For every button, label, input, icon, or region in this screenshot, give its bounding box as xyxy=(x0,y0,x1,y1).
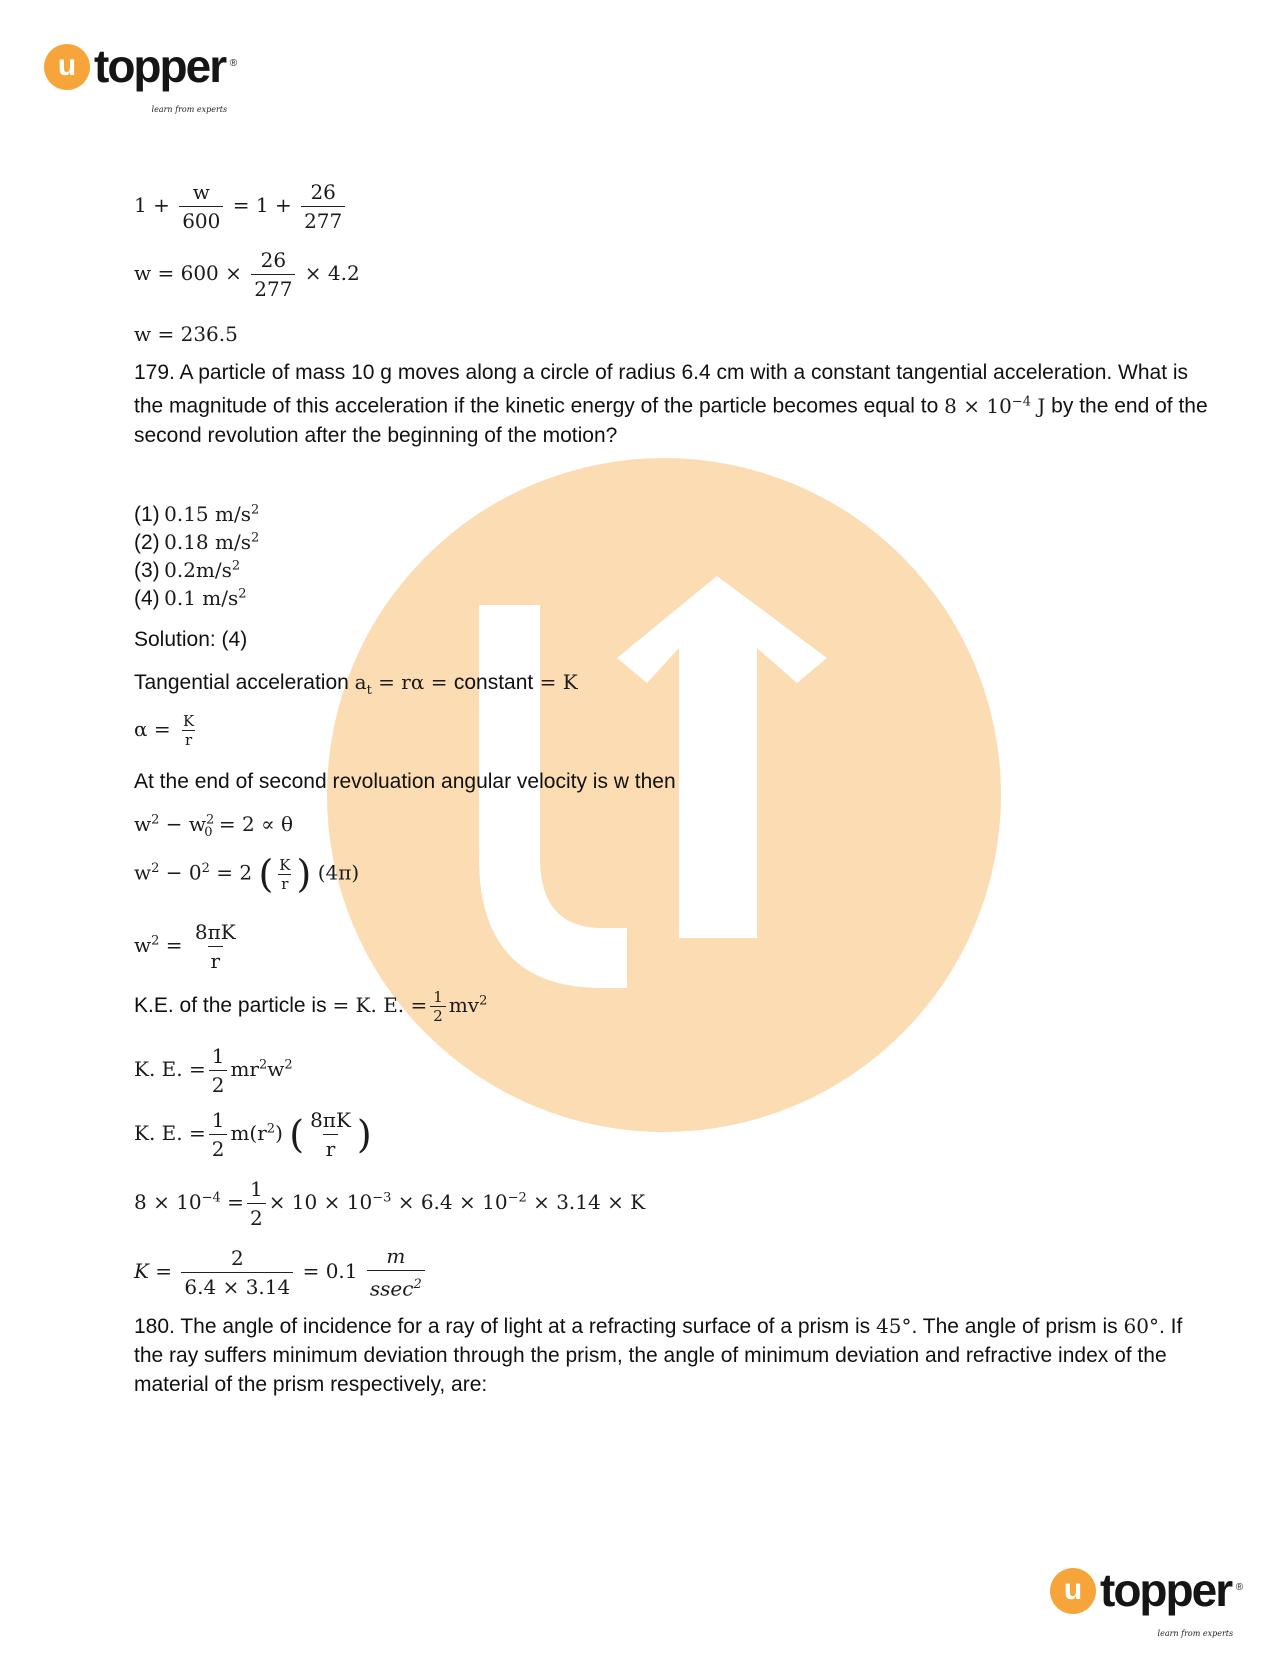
kinetic-energy-equation-1: K. E. = $\frac{1}{2}$ $mr^2w^2$ xyxy=(134,1044,293,1097)
omega-equation-1: $w^2 - w^2_0 = 2 \propto \theta$ xyxy=(134,812,294,840)
topper-logo-footer xyxy=(1050,1564,1244,1638)
solution-label: Solution: (4) xyxy=(134,628,248,651)
question-180: 180. The angle of incidence for a ray of light at a refracting surface of a prism is 45°. The angle of prism is 60°. If the ray suffers minimum deviation through the prism, the angle of minimum deviation and refractive index of the material of the prism respectively, are: xyxy=(134,1314,1183,1396)
topper-logo-icon: u xyxy=(1050,1568,1096,1614)
tangential-acceleration-line: Tangential acceleration $a_t = r\alpha$ = constant = K xyxy=(134,670,578,698)
revolution-text: At the end of second revoluation angular velocity is w then xyxy=(134,770,676,793)
k-final-equation: K = $\frac{2}{6.4 \times 3.14}$ = 0.1 $\frac{m}{ssec^2}$ xyxy=(134,1242,428,1303)
topper-logo-icon: u xyxy=(44,44,90,90)
option-3: (3) $0.2m/s^2$ xyxy=(134,558,241,582)
option-1: (1) 0.15 $m/s^2$ xyxy=(134,502,260,526)
kinetic-energy-text: K.E. of the particle is = K. E. = $\frac{1}{2}$ $mv^2$ xyxy=(134,988,488,1025)
topper-watermark-logo xyxy=(327,458,1002,1133)
omega-equation-2: $w^2 - 0^2 = 2$ ( $\frac{K}{r}$ ) (4π) xyxy=(134,852,360,896)
topper-logo-header xyxy=(44,40,238,114)
kinetic-energy-equation-3: $8 \times 10^{-4}$ = $\frac{1}{2}$ × $10 \times 10^{-3} \times 6.4 \times 10^{-2} \times 3.14 \times K$ xyxy=(134,1177,646,1230)
option-2: (2) 0.18 $m/s^2$ xyxy=(134,530,260,554)
kinetic-energy-equation-2: K. E. = $\frac{1}{2}$ $m(r^2)$ ( $\frac{8\pi K}{r}$ ) xyxy=(134,1108,372,1161)
equation-3: w = 236.5 xyxy=(134,322,238,346)
equation-1: 1 + $\frac{w}{600}$ = 1 + $\frac{26}{277}$ xyxy=(134,178,348,235)
topper-logo-wordmark: topper ® learn from experts xyxy=(1100,1564,1244,1638)
topper-logo-wordmark: topper ® learn from experts xyxy=(94,40,238,114)
question-179: 179. A particle of mass 10 g moves along a circle of radius 6.4 cm with a constant tangential acceleration. What is the magnitude of this acceleration if the kinetic energy of the particle becomes equal to $8 \times 10^{-4}$ J by the end of the second revolution after the beginning of the motion? xyxy=(134,361,1208,447)
omega-equation-3: $w^2$ = $\frac{8\pi K}{r}$ xyxy=(134,920,236,973)
alpha-equation: α = $\frac{K}{r}$ xyxy=(134,712,195,749)
equation-2: w = 600 × $\frac{26}{277}$ × 4.2 xyxy=(134,248,360,301)
option-4: (4) 0.1 $m/s^2$ xyxy=(134,586,247,610)
